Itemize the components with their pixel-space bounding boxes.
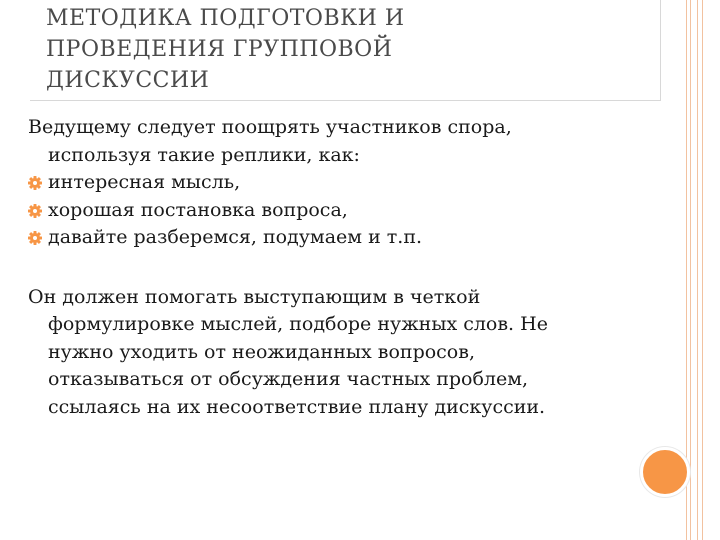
title-line: ДИСКУССИИ [46,68,210,93]
list-item [28,197,638,225]
slide-content [28,114,638,421]
bullet-text: хорошая постановка вопроса, [48,198,348,221]
decor-line [702,0,703,540]
intro-line: Ведущему следует поощрять участников спора, [28,116,512,138]
decor-line [690,0,691,540]
decor-line [697,0,698,540]
title-line: МЕТОДИКА ПОДГОТОВКИ И [46,6,405,31]
bullet-text: давайте разберемся, подумаем и т.п. [48,226,423,248]
paragraph-line: Он должен помогать выступающим в четкой [28,285,481,308]
bullet-text: интересная мысль, [48,171,241,193]
intro-paragraph [28,114,638,169]
gear-bullet-icon [28,176,42,190]
paragraph-line: формулировке мыслей, подборе нужных слов. Не [48,313,548,335]
list-item [28,169,638,197]
list-item [28,224,638,252]
spacer [28,252,638,284]
paragraph-line: отказываться от обсуждения частных проблем, [48,368,529,390]
decor-circle [640,447,690,497]
slide-title [46,3,606,96]
title-line: ПРОВЕДЕНИЯ ГРУППОВОЙ [46,37,393,62]
main-paragraph [28,284,638,422]
paragraph-line: нужно уходить от неожиданных вопросов, [48,340,475,363]
bullet-list [28,169,638,252]
paragraph-line: ссылаясь на их несоответствие плану дискуссии. [48,395,546,418]
gear-bullet-icon [28,204,42,218]
intro-line: используя такие реплики, как: [48,143,360,166]
gear-bullet-icon [28,231,42,245]
